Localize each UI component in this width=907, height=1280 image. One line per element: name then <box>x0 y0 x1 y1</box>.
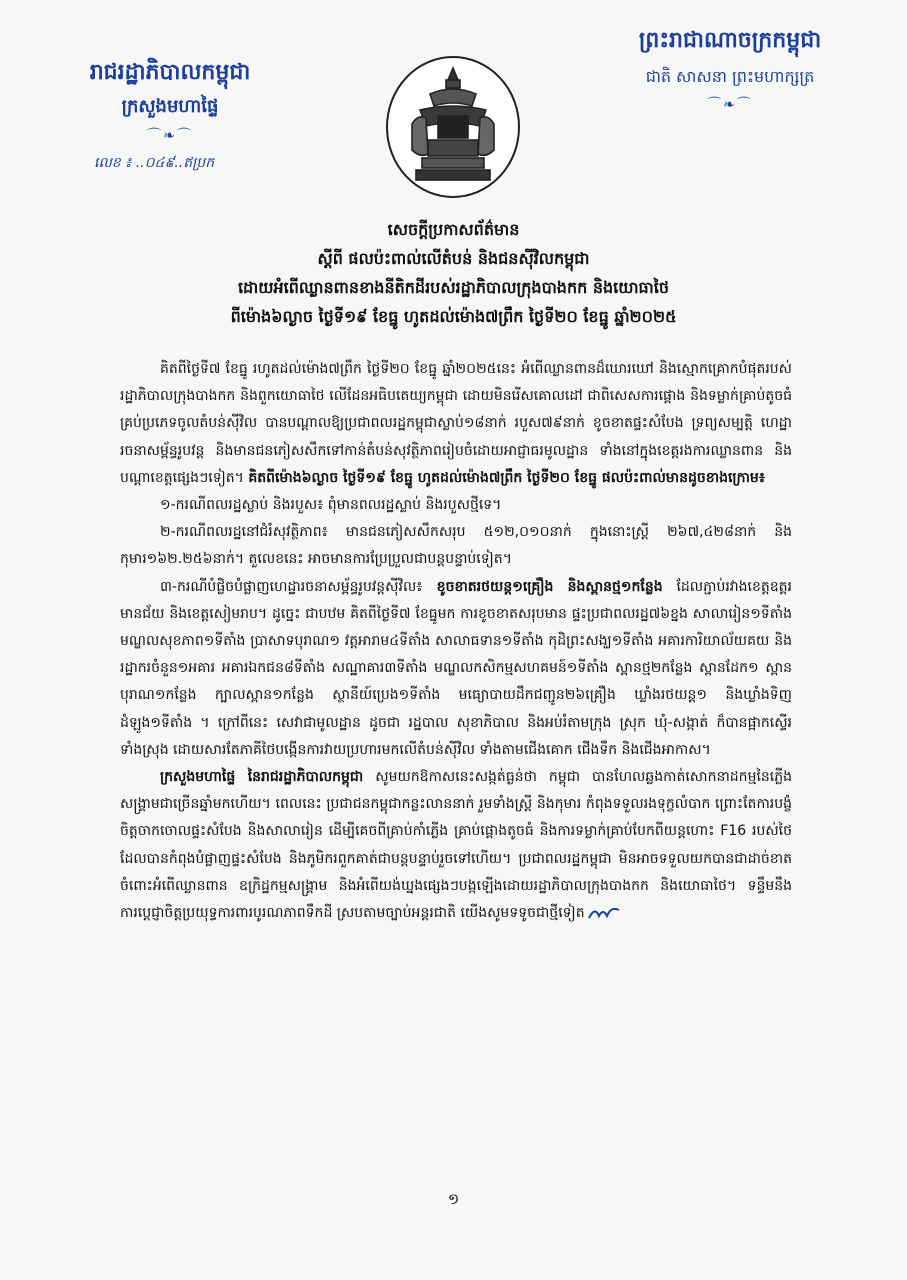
paragraph-5: ក្រសួងមហាផ្ទៃ នៃរាជរដ្ឋាភិបាលកម្ពុជា សូមយកឱកាសនេះសង្កត់ធ្ងន់ថា កម្ពុជា បានហែលឆ្លងកាត់សោកនាដកម្មនៃភ្លើងសង្គ្រាមជាច្រើនឆ្នាំមកហើយ។ ពេលនេះ ប្រជាជនកម្ពុជាកន្លះលាននាក់ រួមទាំងស្ត្រី និងកុមារ កំពុងទទួលរងទុក្ខលំបាក ព្រោះតែការបង្ខំចិត្តចាកចោលផ្ទះសំបែង និងសាលារៀន ដើម្បីគេចពីគ្រាប់កាំភ្លើង គ្រាប់ផ្ដោងតូចធំ និងការទម្លាក់គ្រាប់បែកពីយន្តហោះ F16 របស់ថៃ ដែលបានកំពុងបំផ្លាញផ្ទះសំបែង និងភូមិករពួកគាត់ជាបន្តបន្ទាប់រួចទៅហើយ។ ប្រជាពលរដ្ឋកម្ពុជា មិនអាចទទួលយកបានជាដាច់ខាត ចំពោះអំពើឈ្លានពាន ឧក្រិដ្ឋកម្មសង្គ្រាម និងអំពើយង់ឃ្នងផ្សេងៗបង្កឡើងដោយរដ្ឋាភិបាលក្រុងបាងកក និងយោធាថៃ។ ទន្ទឹមនឹងការប្តេជ្ញាចិត្តប្រយុទ្ធការពារបូរណភាពទឹកដី ស្របតាមច្បាប់អន្តរជាតិ យើងសូមទទូចជាថ្មីទៀត <box>120 769 792 922</box>
header-right <box>605 26 855 114</box>
item-3: ៣-ករណីបំផ្លិចបំផ្លាញហេដ្ឋារចនាសម្ព័ន្ធរូបវន្តស៊ីវិល៖ ខូចខាតរថយន្ត១គ្រឿង និងស្ពានថ្ម១កន្លែង ដែលភ្ជាប់រវាងខេត្តឧត្តរមានជ័យ និងខេត្តសៀមរាប។ ដូច្នេះ ជាបឋម គិតពីថ្ងៃទី៧ ខែធ្នូមក ការខូចខាតសរុបមាន ផ្ទះប្រជាពលរដ្ឋ៧៦ខ្នង សាលារៀន១ទីតាំង មណ្ឌលសុខភាព១ទីតាំង ប្រាសាទបុរាណ១ វត្តអារាម៤ទីតាំង សាលាធទាន១ទីតាំង កុដិព្រះសង្ឃ១ទីតាំង អគារការិយាល័យគយ និងរដ្ឋាករចំនួន១អគារ អគារឯកជន៨ទីតាំង សណ្ឋាគារ៣ទីតាំង មណ្ឌលកសិកម្មសហគមន៍១ទីតាំង ស្ពានថ្ម២កន្លែង ស្ពានដែក១ ស្ពានបុរាណ១កន្លែង ក្បាលស្ពាន១កន្លែង ស្ថានីយ៍ប្រេង១ទីតាំង មធ្យោបាយដឹកជញ្ជូន២៦គ្រឿង ឃ្លាំងរថយន្ត១ និងឃ្លាំងទិញដំឡូង១ទីតាំង ។ ក្រៅពីនេះ សេវាជាមូលដ្ឋាន ដូចជា រដ្ឋបាល សុខាភិបាល និងអប់រំតាមក្រុង ស្រុក ឃុំ-សង្កាត់ ក៏បានផ្អាកស្ទើរទាំងស្រុង ដោយសារតែភាគីថៃបង្កើនការវាយប្រហារមកលើតំបន់ស៊ីវិល ទាំងតាមជើងគោក ជើងទឹក និងជើងអាកាស។ <box>120 578 792 758</box>
royal-emblem-icon <box>380 54 526 200</box>
item-2: ២-ករណីពលរដ្ឋនៅជំរំសុវត្ថិភាព៖ មានជនភៀសសឹកសរុប ៥១២,០១០នាក់ ក្នុងនោះស្ត្រី ២៦៧,៤២៨នាក់ និងកុមារ១៦២.២៥៦នាក់។ តួលេខនេះ អាចមានការប្រែប្រួលជាបន្តបន្ទាប់ទៀត។ <box>120 524 792 568</box>
title-line-4: ពីម៉ោង៦ល្ងាច ថ្ងៃទី១៩ ខែធ្នូ ហូតដល់ម៉ោង៧ព្រឹក ថ្ងៃទី២០ ខែធ្នូ ឆ្នាំ២០២៥ <box>230 307 677 326</box>
page-number: ១ <box>447 1190 460 1208</box>
national-motto: ជាតិ សាសនា ព្រះមហាក្សត្រ <box>645 67 815 86</box>
government-name: រាជរដ្ឋាភិបាលកម្ពុជា <box>89 60 251 85</box>
ornament-icon: ⌒❧⌒ <box>707 97 753 113</box>
reference-number: លេខ ៖ ..០៤៩..ឥប្រក <box>94 155 215 171</box>
kingdom-name: ព្រះរាជាណាចក្រកម្ពុជា <box>638 28 822 53</box>
title-line-2: ស្តីពី ផលប៉ះពាល់លើតំបន់ និងជនស៊ីវិលកម្ពុជា <box>317 249 590 268</box>
ministry-name: ក្រសួងមហាផ្ទៃ <box>121 96 219 117</box>
initial-signature-icon <box>587 904 621 922</box>
title-line-1: សេចក្តីប្រកាសព័ត៌មាន <box>387 220 520 239</box>
title-line-3: ដោយអំពើឈ្លានពានខាងនីតិកដីរបស់រដ្ឋាភិបាលក្រុងបាងកក និងយោធាថៃ <box>237 278 670 297</box>
ornament-icon: ⌒❧⌒ <box>147 128 193 144</box>
paragraph-1: គិតពីថ្ងៃទី៧ ខែធ្នូ រហូតដល់ម៉ោង៧ព្រឹក ថ្ងៃទី២០ ខែធ្នូ ឆ្នាំ២០២៥នេះ អំពើឈ្លានពានដ៏ឃោរឃៅ និងស្មោកគ្រោកបំផុតរបស់រដ្ឋាភិបាលក្រុងបាងកក និងពួកយោធាថៃ លើដែនអធិបតេយ្យកម្ពុជា ដោយមិនរើសគោលដៅ ជាពិសេសការផ្ដោង និងទម្លាក់គ្រាប់តូចធំគ្រប់ប្រភេទចូលតំបន់ស៊ីវិល បានបណ្តាលឱ្យប្រជាពលរដ្ឋកម្ពុជាស្លាប់១៨នាក់ របួស៧៩នាក់ ខូចខាតផ្ទះសំបែង ទ្រព្យសម្បត្តិ ហេដ្ឋារចនាសម្ព័ន្ធរូបវន្ត និងមានជនភៀសសឹកទៅកាន់តំបន់សុវត្ថិភាពរៀបចំដោយអាជ្ញាធរមូលដ្ឋាន ទាំងនៅក្នុងខេត្តរងការឈ្លានពាន និងបណ្តាខេត្តផ្សេងៗទៀត។ គិតពីម៉ោង៦ល្ងាច ថ្ងៃទី១៩ ខែធ្នូ ហូតដល់ម៉ោង៧ព្រឹក ថ្ងៃទី២០ ខែធ្នូ ផលប៉ះពាល់មានដូចខាងក្រោម៖ <box>120 361 792 486</box>
header-left <box>60 58 280 174</box>
item-1: ១-ករណីពលរដ្ឋស្លាប់ និងរបួស៖ ពុំមានពលរដ្ឋស្លាប់ និងរបួសថ្មីទេ។ <box>160 497 502 514</box>
body-text <box>120 356 792 927</box>
title-block <box>120 215 787 331</box>
